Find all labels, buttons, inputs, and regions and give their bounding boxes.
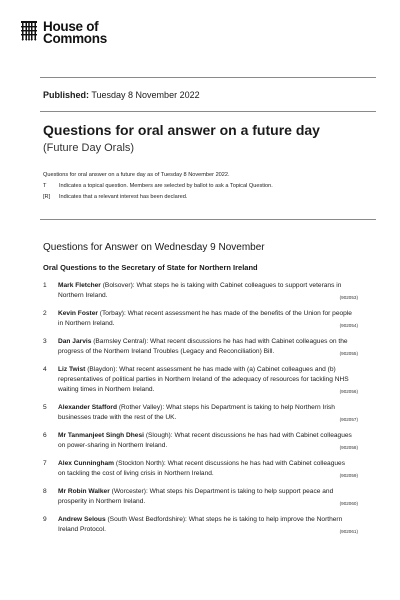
question-reference: (902060) [339, 501, 358, 507]
question-reference: (902053) [339, 295, 358, 301]
member-constituency: (Slough): [145, 432, 173, 440]
question-text: What recent discussions he has had with Cabinet colleagues on tackling the cost of living crisis in Northern Ireland. [58, 460, 345, 478]
member-constituency: (Bolsover): [102, 282, 135, 289]
member-name: Alexander Stafford [58, 404, 117, 412]
member-constituency: (South West Bedfordshire): [107, 516, 187, 524]
question-list [43, 281, 358, 543]
question-body [58, 281, 358, 301]
question-reference: (902058) [339, 445, 358, 451]
legend-symbol: [R] [43, 194, 51, 200]
member-name: Kevin Foster [58, 310, 98, 317]
question-item [43, 309, 358, 329]
member-name: Mr Robin Walker [58, 488, 110, 496]
question-text: What recent assessment he has made of the benefits of the Union for people in Northern Ireland. [58, 310, 352, 328]
question-number: 2 [43, 310, 47, 317]
published-line [43, 90, 200, 100]
question-item [43, 337, 358, 357]
question-item [43, 403, 358, 423]
intro-block [43, 170, 363, 203]
member-name: Dan Jarvis [58, 338, 92, 345]
member-constituency: (Blaydon): [87, 366, 118, 373]
member-constituency: (Rother Valley): [118, 404, 165, 412]
legend-row-interest [43, 192, 363, 203]
member-name: Liz Twist [58, 366, 86, 373]
question-number: 4 [43, 366, 47, 373]
house-of-commons-logo [20, 21, 107, 45]
intro-text: Questions for oral answer on a future day as of Tuesday 8 November 2022. [43, 172, 230, 178]
question-body [58, 337, 358, 357]
question-item [43, 365, 358, 396]
member-constituency: (Stockton North): [115, 460, 166, 468]
question-number: 3 [43, 338, 47, 345]
question-item [43, 487, 358, 507]
question-reference: (902055) [339, 351, 358, 357]
page-subtitle: (Future Day Orals) [43, 142, 135, 154]
member-name: Mark Fletcher [58, 282, 101, 289]
question-body [58, 309, 358, 329]
question-body [58, 459, 358, 479]
legend-text: Indicates a topical question. Members are selected by ballot to ask a Topical Question. [59, 183, 273, 189]
member-name: Mr Tanmanjeet Singh Dhesi [58, 432, 144, 440]
question-text: What steps he is taking with Cabinet colleagues to support veterans in Northern Ireland. [58, 282, 342, 300]
question-text: What steps his Department is taking to help support peace and prosperity in Northern Ireland. [58, 488, 334, 506]
question-number: 5 [43, 404, 47, 412]
question-text: What steps he is taking to help improve the Northern Ireland Protocol. [58, 516, 343, 534]
question-number: 7 [43, 460, 47, 468]
member-name: Alex Cunningham [58, 460, 115, 468]
question-number: 8 [43, 488, 47, 496]
question-body [58, 431, 358, 451]
member-constituency: (Worcester): [111, 488, 148, 496]
question-number: 6 [43, 432, 47, 440]
question-item [43, 515, 358, 535]
question-reference: (902054) [339, 323, 358, 329]
question-reference: (902061) [339, 529, 358, 535]
page-title: Questions for oral answer on a future day [43, 122, 320, 138]
question-text: What recent discussions he has had with Cabinet colleagues on the progress of the Northern Ireland Troubles (Legacy and Reconciliation) Bill. [58, 338, 348, 356]
logo-line-1: House of [43, 19, 99, 34]
question-body [58, 403, 358, 423]
member-name: Andrew Selous [58, 516, 106, 524]
question-text: What recent assessment he has made with (a) Cabinet colleagues and (b) representatives of political parties in Northern Ireland of the adequacy of resources for tackling NHS waiting times in Northern Ireland. [58, 366, 349, 394]
logo-wordmark [43, 21, 107, 45]
section-title: Questions for Answer on Wednesday 9 November [43, 242, 265, 253]
portcullis-icon [20, 21, 38, 41]
question-text: What steps his Department is taking to help Northern Irish businesses trade with the rest of the UK. [58, 404, 335, 422]
legend-symbol: T [43, 183, 47, 189]
published-label: Published: [43, 90, 90, 100]
legend-text: Indicates that a relevant interest has been declared. [59, 194, 188, 200]
question-item [43, 431, 358, 451]
question-body [58, 365, 358, 396]
question-number: 1 [43, 282, 47, 289]
divider-top [40, 77, 376, 78]
member-constituency: (Barnsley Central): [93, 338, 149, 345]
member-constituency: (Torbay): [99, 310, 126, 317]
question-reference: (902057) [339, 417, 358, 423]
question-reference: (902056) [339, 389, 358, 395]
question-item [43, 459, 358, 479]
divider-published [40, 111, 376, 112]
question-reference: (902059) [339, 473, 358, 479]
question-body [58, 515, 358, 535]
published-date: Tuesday 8 November 2022 [91, 90, 200, 100]
question-number: 9 [43, 516, 47, 524]
section-subheading: Oral Questions to the Secretary of State for Northern Ireland [43, 263, 258, 272]
divider-intro [40, 219, 376, 220]
question-body [58, 487, 358, 507]
question-item [43, 281, 358, 301]
logo-line-2: Commons [43, 31, 107, 46]
question-text: What recent discussions he has had with Cabinet colleagues on power-sharing in Northern Ireland. [58, 432, 352, 450]
legend-row-topical [43, 181, 363, 192]
